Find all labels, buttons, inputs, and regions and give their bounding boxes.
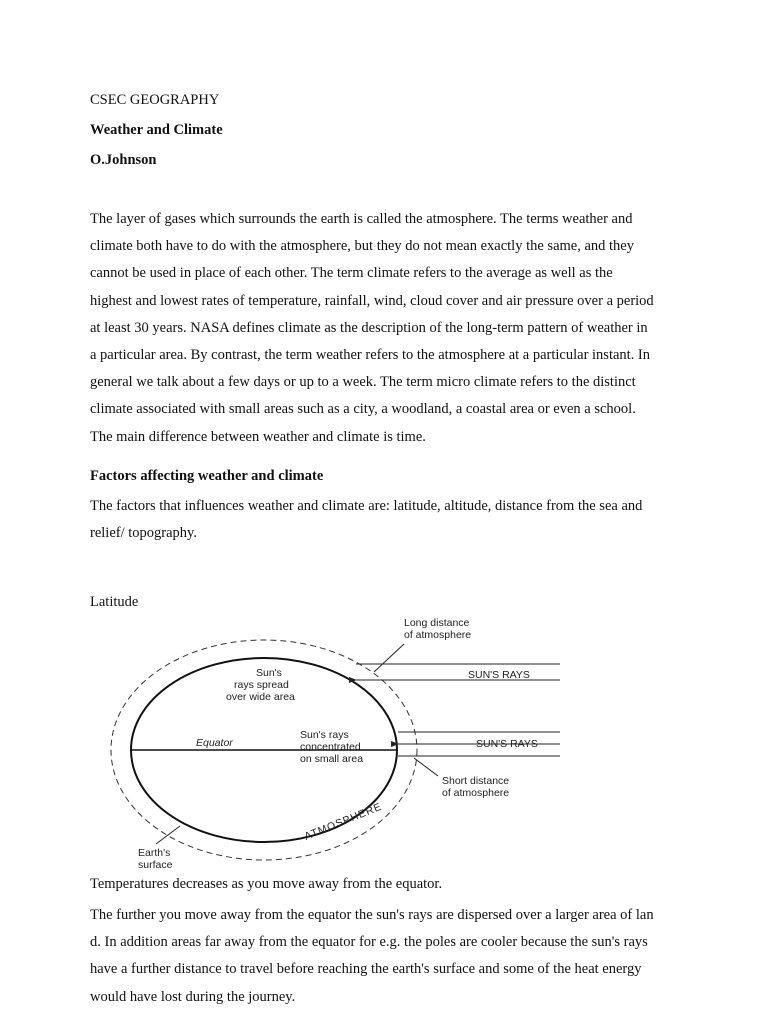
earth-surface-leader bbox=[156, 826, 180, 844]
earth-surface-label: Earth's bbox=[138, 847, 171, 859]
short-distance-leader bbox=[414, 758, 438, 776]
spread-label: Sun's bbox=[256, 667, 282, 679]
intro-line: climate associated with small areas such as a city, a woodland, a coastal area or even a school. bbox=[90, 401, 636, 418]
spread-label: over wide area bbox=[226, 691, 295, 703]
equator-label: Equator bbox=[196, 737, 233, 749]
concentrated-label: on small area bbox=[300, 753, 364, 765]
intro-line: cannot be used in place of each other. The term climate refers to the average as well as the bbox=[90, 265, 613, 282]
course-title: CSEC GEOGRAPHY bbox=[90, 92, 220, 108]
latitude-line: d. In addition areas far away from the equator for e.g. the poles are cooler because the sun's rays bbox=[90, 934, 648, 951]
earth-surface-label: surface bbox=[138, 859, 173, 871]
intro-line: general we talk about a few days or up to a week. The term micro climate refers to the distinct bbox=[90, 374, 636, 391]
factors-heading: Factors affecting weather and climate bbox=[90, 468, 324, 484]
suns-rays-mid-label: SUN'S RAYS bbox=[476, 738, 538, 750]
factors-line: The factors that influences weather and climate are: latitude, altitude, distance from the sea and bbox=[90, 498, 643, 514]
latitude-paragraph bbox=[90, 902, 682, 1011]
latitude-line: The further you move away from the equator the sun's rays are dispersed over a larger area of lan bbox=[90, 907, 654, 923]
factors-line: relief/ topography. bbox=[90, 525, 197, 542]
intro-line: climate both have to do with the atmosphere, but they do not mean exactly the same, and they bbox=[90, 238, 634, 255]
factors-paragraph bbox=[90, 493, 682, 547]
long-distance-label: of atmosphere bbox=[404, 629, 472, 641]
concentrated-label: Sun's rays bbox=[300, 729, 349, 741]
latitude-caption: Temperatures decreases as you move away from the equator. bbox=[90, 876, 443, 892]
long-distance-label: Long distance bbox=[404, 617, 470, 629]
long-distance-leader bbox=[374, 644, 404, 672]
intro-paragraph bbox=[90, 206, 682, 451]
intro-line: The layer of gases which surrounds the earth is called the atmosphere. The terms weather and bbox=[90, 211, 633, 227]
intro-line: highest and lowest rates of temperature, rainfall, wind, cloud cover and air pressure over a period bbox=[90, 292, 654, 309]
concentrated-label: concentrated bbox=[300, 741, 361, 753]
author-name: O.Johnson bbox=[90, 152, 157, 168]
latitude-heading: Latitude bbox=[90, 594, 139, 610]
latitude-line: would have lost during the journey. bbox=[90, 988, 296, 1005]
latitude-diagram bbox=[92, 612, 582, 874]
short-distance-label: Short distance bbox=[442, 775, 510, 787]
intro-line: a particular area. By contrast, the term weather refers to the atmosphere at a particular instant. In bbox=[90, 346, 651, 363]
topic-title: Weather and Climate bbox=[90, 122, 223, 138]
intro-line: at least 30 years. NASA defines climate as the description of the long-term pattern of weather in bbox=[90, 319, 648, 336]
short-distance-label: of atmosphere bbox=[442, 787, 510, 799]
atmosphere-label: ATMOSPHERE bbox=[302, 800, 384, 843]
latitude-line: have a further distance to travel before reaching the earth's surface and some of the heat energy bbox=[90, 961, 642, 978]
intro-line: The main difference between weather and climate is time. bbox=[90, 428, 426, 445]
suns-rays-top-label: SUN'S RAYS bbox=[468, 669, 530, 681]
spread-label: rays spread bbox=[234, 679, 289, 691]
